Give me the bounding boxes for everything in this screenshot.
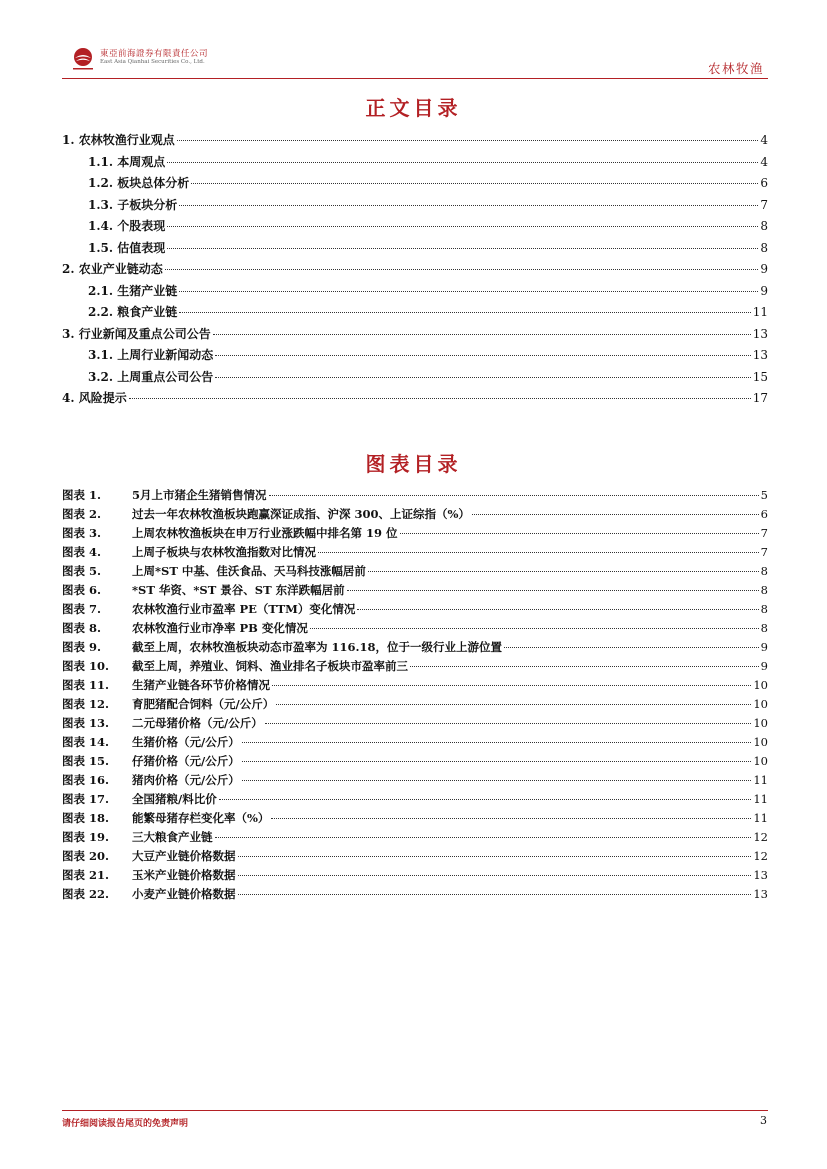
figure-entry-page: 10 — [753, 716, 768, 730]
toc-entry[interactable] — [88, 303, 768, 323]
toc-entry-page: 17 — [752, 391, 768, 405]
figure-entry-page: 5 — [760, 488, 768, 502]
toc-entry-page: 4 — [760, 154, 768, 169]
toc-dot-leader — [179, 291, 758, 292]
figure-entry-title: 玉米产业链价格数据 — [132, 868, 236, 882]
toc-dot-leader — [167, 226, 758, 227]
page-number: 3 — [760, 1114, 767, 1127]
figure-entry-title: 截至上周，农林牧渔板块动态市盈率为 116.18，位于一级行业上游位置 — [132, 640, 503, 654]
toc-entry-page: 8 — [760, 219, 768, 233]
figure-entry-page: 13 — [753, 868, 768, 882]
toc-dot-leader — [167, 248, 758, 249]
figure-entry[interactable] — [62, 772, 768, 791]
toc-entry-page: 4 — [760, 133, 768, 147]
toc-entry[interactable] — [62, 389, 768, 409]
toc-entry-label: 2. 农业产业链动态 — [62, 262, 163, 276]
figure-entry-page: 11 — [753, 773, 768, 787]
figure-entry-page: 13 — [753, 887, 768, 901]
figure-entry[interactable] — [62, 544, 768, 563]
figure-entry[interactable] — [62, 658, 768, 677]
figure-entry-page: 6 — [760, 507, 768, 521]
toc-entry[interactable] — [88, 153, 768, 173]
toc-entry[interactable] — [88, 239, 768, 259]
figure-dot-leader — [504, 647, 759, 648]
figure-entry-title: 生猪产业链各环节价格情况 — [132, 678, 270, 692]
figure-entry-title: 二元母猪价格（元/公斤） — [132, 716, 263, 730]
figure-entry[interactable] — [62, 620, 768, 639]
figure-entry-title: 生猪价格（元/公斤） — [132, 735, 240, 749]
figure-entry-title: 育肥猪配合饲料（元/公斤） — [132, 697, 275, 711]
figure-entry-title: 三大粮食产业链 — [132, 830, 213, 844]
figure-entry-page: 11 — [753, 811, 768, 825]
figure-entry-title: 仔猪价格（元/公斤） — [132, 754, 240, 768]
toc-entry-page: 9 — [760, 283, 768, 298]
toc-entry[interactable] — [88, 217, 768, 237]
figure-entry-page: 10 — [753, 697, 768, 711]
toc-entry[interactable] — [88, 196, 768, 216]
figure-entry-title: 大豆产业链价格数据 — [132, 849, 236, 863]
figure-entry[interactable] — [62, 563, 768, 582]
figure-entry-page: 10 — [753, 754, 768, 768]
figure-entry-title: 截至上周，养殖业、饲料、渔业排名子板块市盈率前三 — [132, 659, 408, 673]
figure-dot-leader — [318, 552, 759, 553]
toc-dot-leader — [177, 140, 759, 141]
figure-entry[interactable] — [62, 810, 768, 829]
toc-entry[interactable] — [62, 260, 768, 280]
figure-entry-page: 8 — [760, 621, 768, 635]
figure-dot-leader — [368, 571, 759, 572]
figure-entry-page: 12 — [753, 830, 768, 844]
figure-dot-leader — [265, 723, 752, 724]
toc-entry[interactable] — [62, 131, 768, 151]
figure-dot-leader — [238, 875, 752, 876]
figure-dot-leader — [238, 856, 752, 857]
figure-entry[interactable] — [62, 791, 768, 810]
figure-entry[interactable] — [62, 715, 768, 734]
toc-entry-label: 1.2. 板块总体分析 — [88, 176, 190, 190]
toc-dot-leader — [179, 312, 750, 313]
figure-entry[interactable] — [62, 487, 768, 506]
figure-dot-leader — [357, 609, 758, 610]
figure-entry[interactable] — [62, 506, 768, 525]
figure-entry-title: 农林牧渔行业市净率 PB 变化情况 — [132, 621, 308, 635]
figure-entry-number: 图表 13. — [62, 716, 110, 730]
figure-entry-page: 9 — [760, 659, 768, 673]
figure-entry-number: 图表 22. — [62, 887, 110, 901]
figure-dot-leader — [400, 533, 759, 534]
figure-entry[interactable] — [62, 601, 768, 620]
toc-dot-leader — [215, 377, 750, 378]
figure-entry[interactable] — [62, 525, 768, 544]
toc-entry-label: 3. 行业新闻及重点公司公告 — [62, 326, 211, 341]
figure-entry[interactable] — [62, 848, 768, 867]
figure-entry-number: 图表 15. — [62, 754, 110, 768]
toc-dot-leader — [191, 183, 758, 184]
figure-entry-number: 图表 18. — [62, 811, 110, 825]
figure-entry-number: 图表 1. — [62, 488, 102, 502]
toc-entry-label: 3.1. 上周行业新闻动态 — [88, 348, 214, 362]
figure-dot-leader — [242, 780, 752, 781]
figure-entry[interactable] — [62, 677, 768, 696]
figure-entry-number: 图表 12. — [62, 697, 110, 711]
company-logo-icon — [70, 46, 96, 72]
figure-entry-page: 8 — [760, 564, 768, 578]
figure-dot-leader — [276, 704, 751, 705]
figure-entry-title: 农林牧渔行业市盈率 PE（TTM）变化情况 — [132, 602, 356, 616]
figure-entry-number: 图表 16. — [62, 773, 110, 787]
toc-entry-page: 11 — [752, 305, 768, 319]
figure-dot-leader — [272, 685, 751, 686]
toc-entry-label: 1. 农林牧渔行业观点 — [62, 133, 175, 147]
figure-entry-number: 图表 6. — [62, 583, 102, 597]
figure-dot-leader — [472, 514, 759, 515]
figure-entry[interactable] — [62, 886, 768, 905]
figure-dot-leader — [347, 590, 759, 591]
figure-entry-number: 图表 11. — [62, 678, 110, 692]
figure-dot-leader — [215, 837, 752, 838]
toc-entry-label: 1.5. 估值表现 — [88, 240, 166, 255]
toc-entry-label: 3.2. 上周重点公司公告 — [88, 369, 214, 384]
figure-entry-number: 图表 9. — [62, 640, 102, 654]
toc-dot-leader — [215, 355, 750, 356]
figure-entry-page: 9 — [760, 640, 768, 654]
toc-entry-label: 1.3. 子板块分析 — [88, 197, 178, 212]
figure-entry-page: 10 — [753, 735, 768, 749]
company-name-en: East Asia Qianhai Securities Co., Ltd. — [100, 59, 205, 65]
figure-entry-number: 图表 8. — [62, 621, 102, 635]
toc-dot-leader — [165, 269, 759, 270]
figure-entry-title: 上周子板块与农林牧渔指数对比情况 — [132, 545, 316, 559]
figure-dot-leader — [269, 495, 759, 496]
toc-entry-page: 15 — [752, 369, 768, 384]
figures-title: 图表目录 — [365, 452, 462, 476]
toc-entry-label: 1.1. 本周观点 — [88, 154, 166, 169]
figure-entry[interactable] — [62, 639, 768, 658]
figure-entry-number: 图表 2. — [62, 507, 102, 521]
toc-entry[interactable] — [88, 346, 768, 366]
figure-entry-number: 图表 10. — [62, 659, 110, 673]
figure-entry-title: 过去一年农林牧渔板块跑赢深证成指、沪深 300、上证综指（%） — [132, 507, 470, 521]
figure-dot-leader — [242, 742, 752, 743]
figure-entry-number: 图表 17. — [62, 792, 110, 806]
figure-entry-number: 图表 5. — [62, 564, 102, 578]
report-category: 农林牧渔 — [707, 61, 764, 76]
toc-entry-page: 13 — [752, 348, 768, 362]
figure-entry-page: 10 — [753, 678, 768, 692]
toc-dot-leader — [167, 162, 758, 163]
toc-entry-page: 13 — [752, 326, 768, 341]
figure-entry-number: 图表 3. — [62, 526, 102, 540]
figure-entry-title: 上周*ST 中基、佳沃食品、天马科技涨幅居前 — [132, 564, 366, 578]
toc-entry-page: 8 — [760, 240, 768, 255]
figure-entry-title: *ST 华资、*ST 景谷、ST 东洋跌幅居前 — [132, 583, 345, 597]
figure-entry-page: 11 — [753, 792, 768, 806]
figure-entry-number: 图表 19. — [62, 830, 110, 844]
toc-entry-page: 9 — [760, 262, 768, 276]
figure-entry[interactable] — [62, 696, 768, 715]
figure-entry[interactable] — [62, 829, 768, 848]
figure-entry-page: 12 — [753, 849, 768, 863]
toc-dot-leader — [129, 398, 751, 399]
figure-entry-number: 图表 20. — [62, 849, 110, 863]
toc-entry[interactable] — [88, 368, 768, 388]
toc-entry-page: 6 — [760, 176, 768, 190]
figure-entry-title: 猪肉价格（元/公斤） — [132, 773, 240, 787]
figure-dot-leader — [310, 628, 759, 629]
toc-entry-label: 1.4. 个股表现 — [88, 219, 166, 233]
footer-disclaimer: 请仔细阅读报告尾页的免责声明 — [62, 1119, 189, 1129]
figure-dot-leader — [242, 761, 752, 762]
page-header — [62, 46, 768, 78]
figure-entry-title: 全国猪粮/料比价 — [132, 792, 217, 806]
footer-divider — [62, 1110, 768, 1111]
figure-entry-number: 图表 14. — [62, 735, 110, 749]
figure-entry[interactable] — [62, 867, 768, 886]
figure-dot-leader — [410, 666, 759, 667]
toc-entry-label: 2.2. 粮食产业链 — [88, 305, 178, 319]
figure-entry-title: 能繁母猪存栏变化率（%） — [132, 811, 270, 825]
figure-dot-leader — [219, 799, 752, 800]
figure-entry[interactable] — [62, 734, 768, 753]
toc-entry[interactable] — [88, 174, 768, 194]
figure-entry-page: 7 — [760, 526, 768, 540]
figure-entry[interactable] — [62, 753, 768, 772]
figure-entry-page: 7 — [760, 545, 768, 559]
company-name-cn: 東亞前海證券有限責任公司 — [100, 49, 209, 59]
figure-entry-number: 图表 4. — [62, 545, 102, 559]
figure-dot-leader — [238, 894, 752, 895]
header-divider — [62, 78, 768, 79]
toc-entry-page: 7 — [760, 197, 768, 212]
figure-entry-page: 8 — [760, 602, 768, 616]
figure-entry-title: 小麦产业链价格数据 — [132, 887, 236, 901]
figure-entry[interactable] — [62, 582, 768, 601]
toc-dot-leader — [213, 334, 751, 335]
figure-entry-page: 8 — [760, 583, 768, 597]
figure-entry-number: 图表 21. — [62, 868, 110, 882]
figure-dot-leader — [271, 818, 751, 819]
toc-entry-label: 2.1. 生猪产业链 — [88, 283, 178, 298]
toc-entry[interactable] — [62, 325, 768, 345]
toc-title: 正文目录 — [365, 96, 462, 120]
toc-dot-leader — [179, 205, 758, 206]
figure-entry-title: 5月上市猪企生猪销售情况 — [132, 488, 267, 502]
toc-entry-label: 4. 风险提示 — [62, 391, 127, 405]
figure-entry-number: 图表 7. — [62, 602, 102, 616]
toc-entry[interactable] — [88, 282, 768, 302]
figure-entry-title: 上周农林牧渔板块在申万行业涨跌幅中排名第 19 位 — [132, 526, 398, 540]
